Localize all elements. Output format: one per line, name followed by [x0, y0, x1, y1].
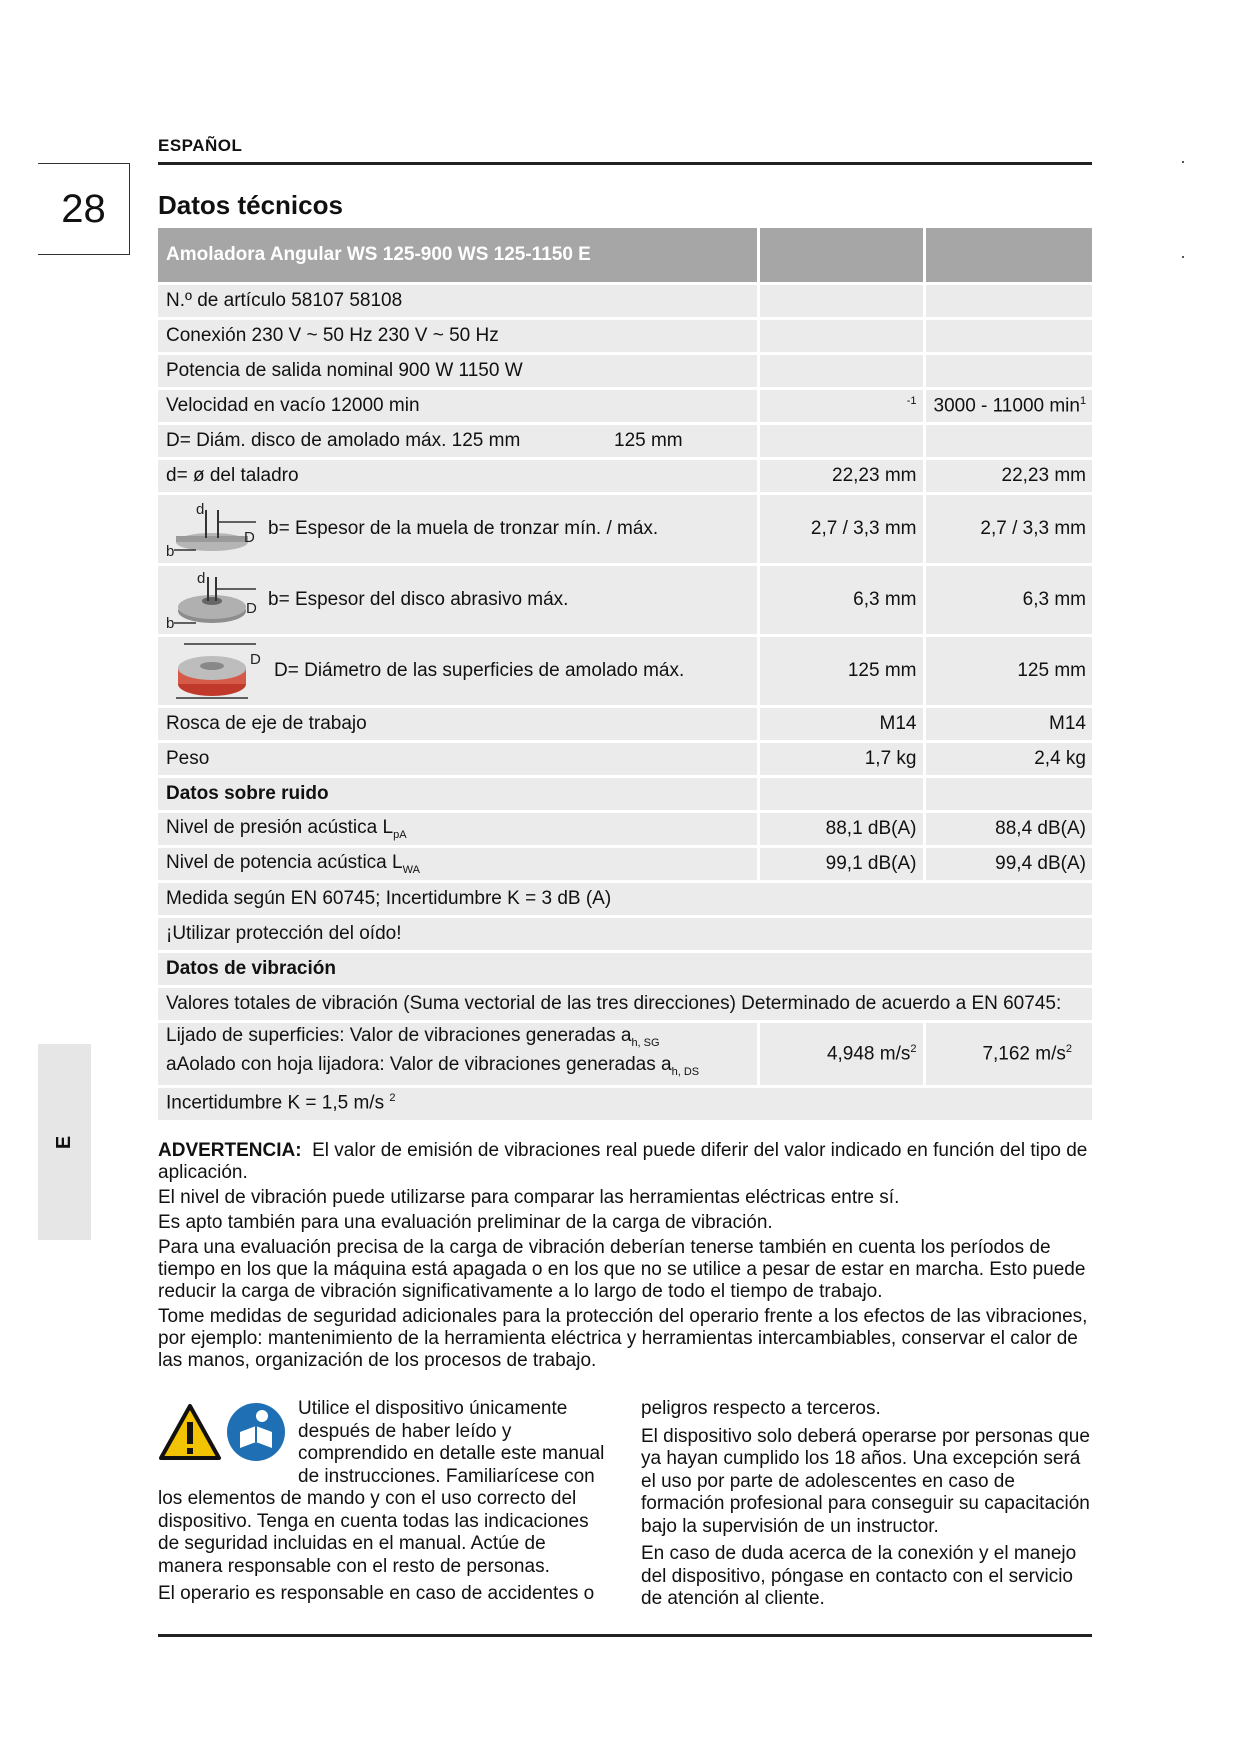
language-label: ESPAÑOL — [158, 136, 243, 155]
table-row: Lijado de superficies: Valor de vibraciones generadas $a_{h, SG}$ aAolado con hoja lijadora: Valor de vibraciones generadas $a_{h, DS}$ 4,948 $m/s^2$ 7,162 $m/s^2$ — [158, 1022, 1092, 1087]
table-row: Incertidumbre K = 1,5 m/s $^2$ — [158, 1086, 1092, 1121]
table-section-row: Datos de vibración — [158, 952, 1092, 987]
vibration-warning: ADVERTENCIA: El valor de emisión de vibraciones real puede diferir del valor indicado en función del tipo de aplicación. El nivel de vibración puede utilizarse para comparar las herramientas eléctricas entre sí. Es apto también para una evaluación preliminar de la carga de vibración. Para una evaluación precisa de la carga de vibración deberían tenerse también en cuenta los períodos de tiempo en los que la máquina está apagada o en los que no se utilice a pesar de estar en marcha. Esto puede reducir la carga de vibración significativamente a lo largo de todo el tiempo de trabajo. Tome medidas de seguridad adicionales para la protección del operario frente a los efectos de las vibraciones, por ejemplo: mantenimiento de la herramienta eléctrica y herramientas intercambiables, conservar el calor de las manos, organización de los procesos de trabajo. — [158, 1140, 1088, 1371]
table-row: Peso 1,7 kg 2,4 kg — [158, 742, 1092, 777]
svg-text:D: D — [246, 600, 257, 617]
table-row: Rosca de eje de trabajo M14 M14 — [158, 707, 1092, 742]
cutting-disc-icon — [166, 500, 258, 558]
technical-data-table — [158, 228, 1092, 1123]
safety-notes-left: Utilice el dispositivo únicamente después de haber leído y comprendido en detalle este manual de instrucciones. Familiarícese con los elementos de mando y con el uso correcto del dispositivo. Tenga en cuenta todas las indicaciones de seguridad incluidas en el manual. Actúe de manera responsable con el resto de personas. El operario es responsable en caso de accidentes o — [158, 1398, 605, 1604]
warning-triangle-icon — [158, 1403, 222, 1461]
table-row: Valores totales de vibración (Suma vectorial de las tres direcciones) Determinado de acuerdo a EN 60745: — [158, 987, 1092, 1022]
language-side-tab — [38, 1044, 91, 1240]
unit-exponent: -1 — [906, 394, 917, 407]
svg-text:b: b — [166, 615, 175, 629]
section-title: Datos técnicos — [158, 190, 343, 220]
side-tab-letter: E — [53, 1135, 75, 1149]
table-heading: Amoladora Angular WS 125-900 WS 125-1150 E — [158, 228, 758, 284]
table-row: D= Diám. disco de amolado máx. 125 mm 125 mm — [158, 424, 1092, 459]
table-row: Velocidad en vacío 12000 min $^{-1}$ 3000 - 11000 $\min^1$ — [158, 389, 1092, 424]
margin-mark — [1182, 256, 1184, 258]
table-header-row — [158, 228, 1092, 284]
table-row: d D b b= Espesor de la muela de tronzar mín. / máx. 2,7 / 3,3 mm 2,7 / 3,3 mm — [158, 494, 1092, 565]
bottom-divider — [158, 1634, 1092, 1637]
table-row: ¡Utilizar protección del oído! — [158, 917, 1092, 952]
svg-text:D: D — [250, 651, 261, 668]
svg-text:D: D — [244, 529, 255, 546]
warning-lead: ADVERTENCIA: — [158, 1140, 302, 1161]
table-row: D D= Diámetro de las superficies de amolado máx. 125 mm 125 mm — [158, 636, 1092, 707]
safety-icons — [158, 1400, 286, 1464]
grinding-disc-icon — [166, 571, 258, 629]
svg-text:d: d — [197, 571, 206, 587]
page-number-text: 28 — [61, 186, 106, 231]
table-section-row: Datos sobre ruido — [158, 777, 1092, 812]
safety-notes-right: peligros respecto a terceros. El dispositivo solo deberá operarse por personas que ya hayan cumplido los 18 años. Una excepción será el uso por parte de adolescentes en caso de formación profesional para conseguir su capacitación bajo la supervisión de un instructor. En caso de duda acerca de la conexión y el manejo del dispositivo, póngase en contacto con el servicio de atención al cliente. — [641, 1398, 1090, 1609]
svg-text:d: d — [196, 501, 205, 518]
margin-mark — [1182, 161, 1184, 163]
table-row: Potencia de salida nominal 900 W 1150 W — [158, 354, 1092, 389]
sanding-pad-icon — [166, 640, 264, 702]
svg-text:b: b — [166, 543, 175, 558]
table-row: Medida según EN 60745; Incertidumbre K = 3 dB (A) — [158, 882, 1092, 917]
table-row: Nivel de potencia acústica $L_{WA}$ 99,1 dB(A) 99,4 dB(A) — [158, 847, 1092, 882]
table-row: d D b b= Espesor del disco abrasivo máx. 6,3 mm 6,3 mm — [158, 565, 1092, 636]
table-row: N.º de artículo 58107 58108 — [158, 284, 1092, 319]
page-number — [38, 163, 130, 255]
top-divider — [158, 162, 1092, 165]
table-row: Nivel de presión acústica $L_{pA}$ 88,1 dB(A) 88,4 dB(A) — [158, 812, 1092, 847]
table-row: d= ø del taladro 22,23 mm 22,23 mm — [158, 459, 1092, 494]
read-manual-icon — [226, 1402, 286, 1462]
table-row: Conexión 230 V ~ 50 Hz 230 V ~ 50 Hz — [158, 319, 1092, 354]
